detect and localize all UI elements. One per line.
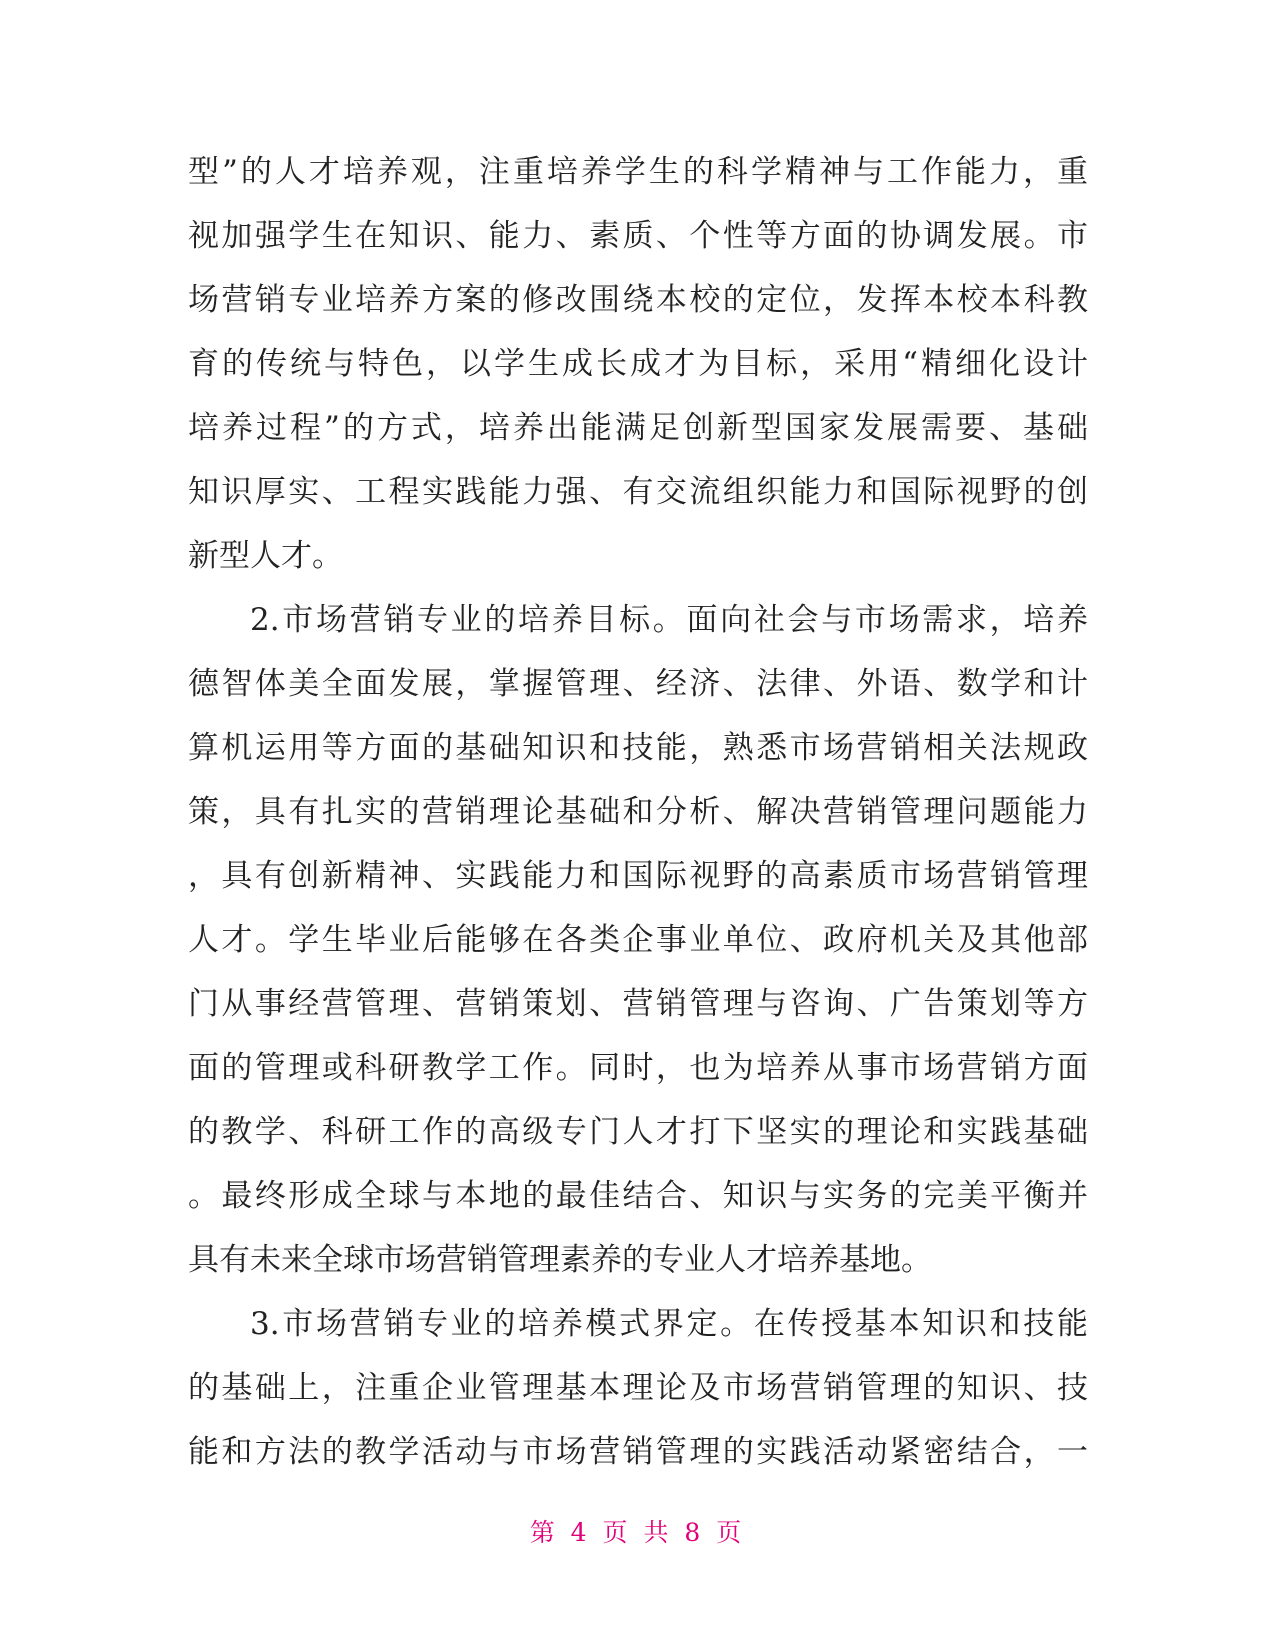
text-line: 的基础上，注重企业管理基本理论及市场营销管理的知识、技 xyxy=(188,1370,1088,1406)
text-line: 能和方法的教学活动与市场营销管理的实践活动紧密结合，一 xyxy=(188,1434,1088,1470)
text-line: 的教学、科研工作的高级专门人才打下坚实的理论和实践基础 xyxy=(188,1114,1088,1150)
text-line: 德智体美全面发展，掌握管理、经济、法律、外语、数学和计 xyxy=(188,666,1088,702)
text-line: 型”的人才培养观，注重培养学生的科学精神与工作能力，重 xyxy=(188,154,1088,190)
text-line: 3.市场营销专业的培养模式界定。在传授基本知识和技能 xyxy=(250,1306,1088,1342)
text-line: 面的管理或科研教学工作。同时，也为培养从事市场营销方面 xyxy=(188,1050,1088,1086)
text-line: 知识厚实、工程实践能力强、有交流组织能力和国际视野的创 xyxy=(188,474,1088,510)
text-line: 人才。学生毕业后能够在各类企事业单位、政府机关及其他部 xyxy=(188,922,1088,958)
text-line: 算机运用等方面的基础知识和技能，熟悉市场营销相关法规政 xyxy=(188,730,1088,766)
text-line: 策，具有扎实的营销理论基础和分析、解决营销管理问题能力 xyxy=(188,794,1088,830)
text-line: 具有未来全球市场营销管理素养的专业人才培养基地。 xyxy=(188,1242,932,1278)
text-line: 2.市场营销专业的培养目标。面向社会与市场需求，培养 xyxy=(250,602,1088,638)
text-line: 场营销专业培养方案的修改围绕本校的定位，发挥本校本科教 xyxy=(188,282,1088,318)
text-line: 门从事经营管理、营销策划、营销管理与咨询、广告策划等方 xyxy=(188,986,1088,1022)
text-line: 。最终形成全球与本地的最佳结合、知识与实务的完美平衡并 xyxy=(188,1178,1088,1214)
page-number: 第 4 页 共 8 页 xyxy=(529,1518,746,1547)
text-line: 育的传统与特色，以学生成长成才为目标，采用“精细化设计 xyxy=(188,346,1088,382)
text-line: 新型人才。 xyxy=(188,538,343,574)
text-line: 视加强学生在知识、能力、素质、个性等方面的协调发展。市 xyxy=(188,218,1088,254)
text-line: ，具有创新精神、实践能力和国际视野的高素质市场营销管理 xyxy=(188,858,1088,894)
body-text xyxy=(188,140,1088,1484)
text-line: 培养过程”的方式，培养出能满足创新型国家发展需要、基础 xyxy=(188,410,1088,446)
